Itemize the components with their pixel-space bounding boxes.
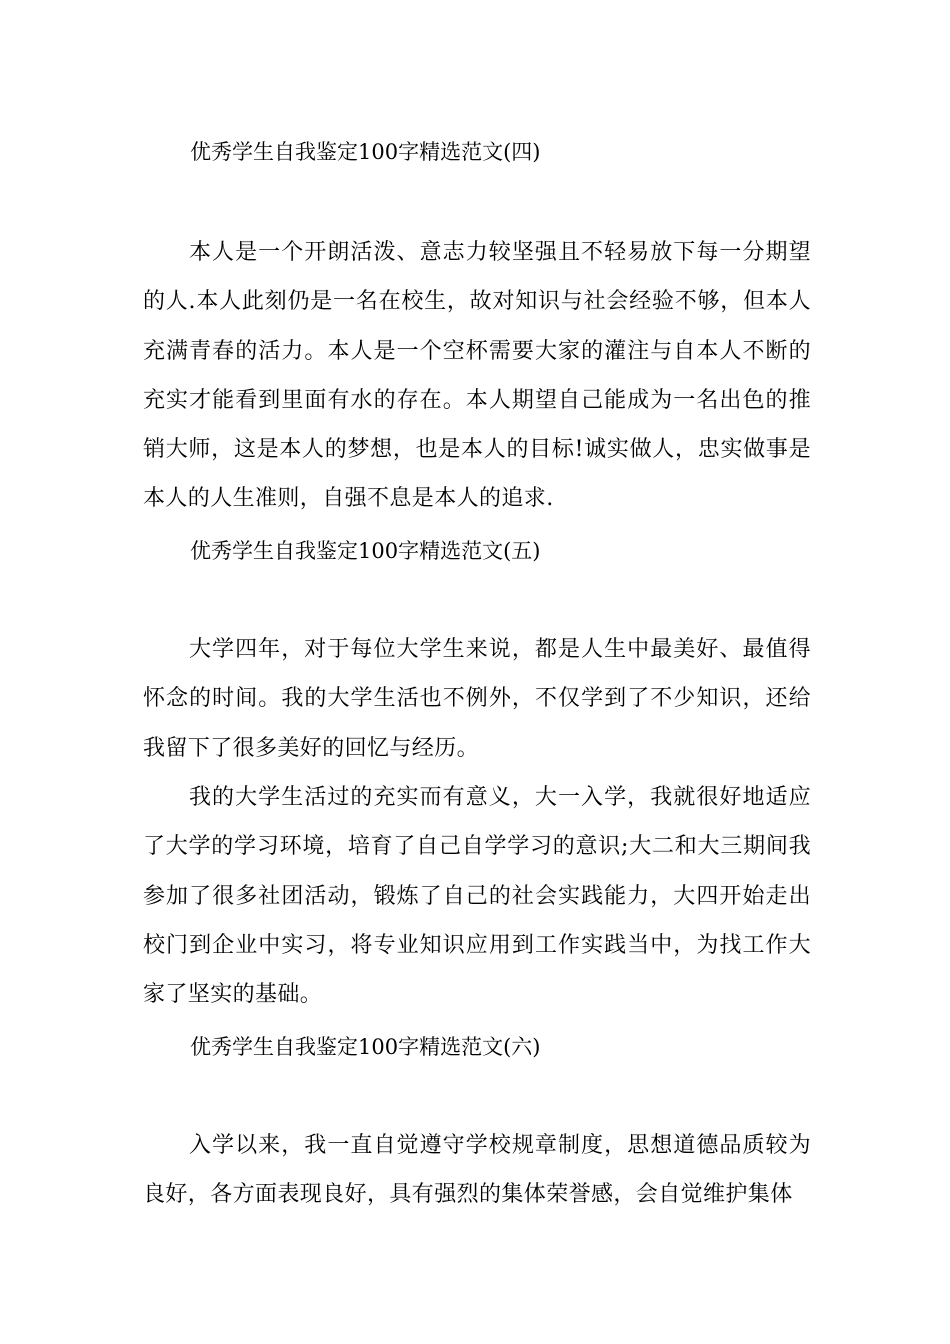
section-6-paragraph: 入学以来，我一直自觉遵守学校规章制度，思想道德品质较为良好，各方面表现良好，具有强烈的集体荣誉感，会自觉维护集体 — [143, 1133, 811, 1208]
section-5-paragraph-1: 大学四年，对于每位大学生来说，都是人生中最美好、最值得怀念的时间。我的大学生活也不例外，不仅学到了不少知识，还给我留下了很多美好的回忆与经历。 — [143, 637, 811, 761]
section-5-paragraph-2: 我的大学生活过的充实而有意义，大一入学，我就很好地适应了大学的学习环境，培育了自己自学学习的意识;大二和大三期间我参加了很多社团活动，锻炼了自己的社会实践能力，大四开始走出校门到企业中实习，将专业知识应用到工作实践当中，为找工作大家了坚实的基础。 — [143, 785, 811, 1008]
section-4-paragraph: 本人是一个开朗活泼、意志力较坚强且不轻易放下每一分期望的人.本人此刻仍是一名在校生，故对知识与社会经验不够，但本人充满青春的活力。本人是一个空杯需要大家的灌注与自本人不断的充实才能看到里面有水的存在。本人期望自己能成为一名出色的推销大师，这是本人的梦想，也是本人的目标!诚实做人，忠实做事是本人的人生准则，自强不息是本人的追求. — [143, 240, 811, 512]
section-heading-5: 优秀学生自我鉴定100字精选范文(五) — [190, 539, 541, 563]
section-heading-4: 优秀学生自我鉴定100字精选范文(四) — [190, 140, 541, 164]
section-heading-6: 优秀学生自我鉴定100字精选范文(六) — [190, 1035, 541, 1059]
